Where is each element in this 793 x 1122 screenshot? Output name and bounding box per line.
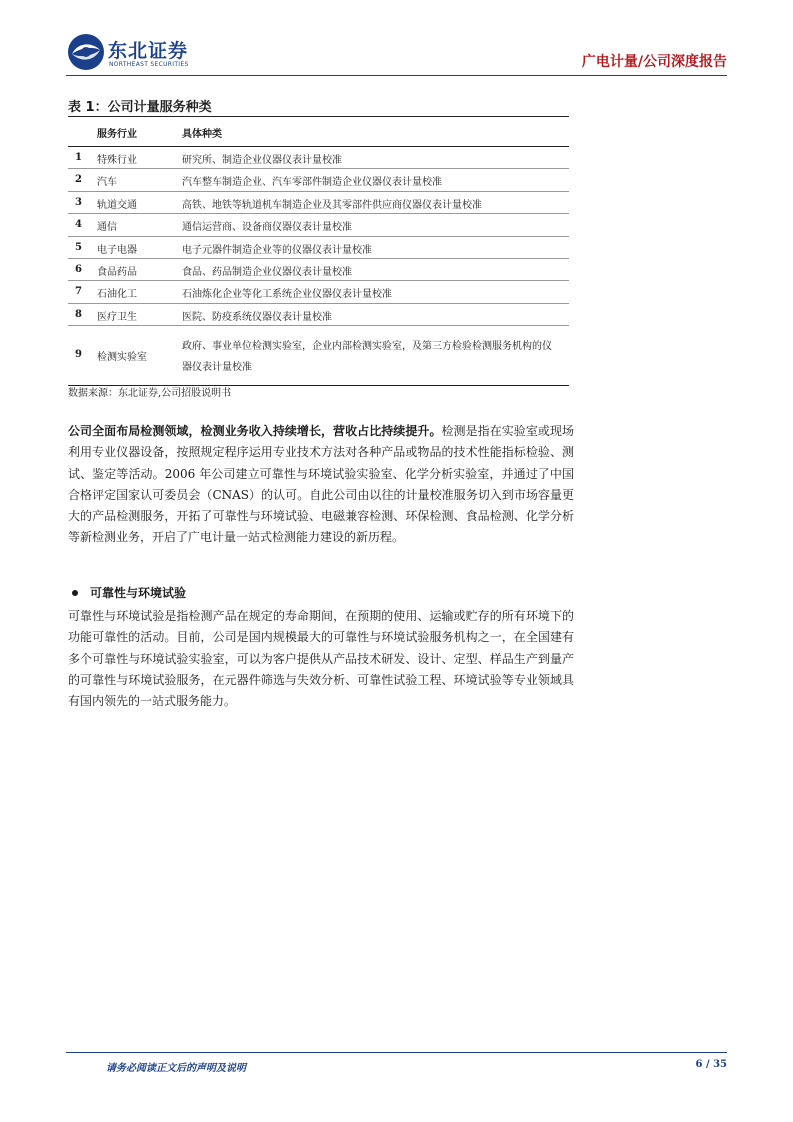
footer-disclaimer: 请务必阅读正文后的声明及说明	[106, 1063, 246, 1074]
row-category: 食品、药品制造企业仪器仪表计量校准	[182, 266, 352, 278]
bullet-icon	[72, 590, 78, 596]
row-number: 9	[75, 349, 82, 361]
row-number: 5	[75, 241, 82, 253]
row-industry: 检测实验室	[97, 352, 147, 364]
header-divider	[66, 75, 727, 76]
row-category: 通信运营商、设备商仪器仪表计量校准	[182, 222, 352, 234]
table-row	[68, 147, 569, 169]
table-row	[68, 214, 569, 236]
row-category: 医院、防疫系统仪器仪表计量校准	[182, 311, 332, 323]
table-row	[68, 259, 569, 281]
row-category: 高铁、地铁等轨道机车制造企业及其零部件供应商仪器仪表计量校准	[182, 199, 482, 211]
table-title: 表 1：公司计量服务种类	[68, 100, 212, 115]
service-table	[68, 116, 569, 386]
company-logo	[66, 30, 226, 76]
table-row	[68, 169, 569, 191]
row-number: 4	[75, 219, 82, 231]
row-number: 8	[75, 308, 82, 320]
table-row	[68, 237, 569, 259]
page-number: 6 / 35	[695, 1059, 727, 1070]
logo-english-name: NORTHEAST SECURITIES	[109, 61, 189, 68]
paragraph-body: 检测是指在实验室或现场利用专业仪器设备，按照规定程序运用专业技术方法对各种产品或物品的技术性能指标检验、测试、鉴定等活动。2006 年公司建立可靠性与环境试验实验室、化学分析实验室，并通过了中国合格评定国家认可委员会（CNAS）的认可。自此公司由以往的计量校准服务切入到市场容量更大的产品检测服务，开拓了可靠性与环境试验、电磁兼容检测、环保检测、食品检测、化学分析等新检测业务，开启了广电计量一站式检测能力建设的新历程。	[68, 424, 574, 545]
row-number: 1	[75, 152, 82, 163]
row-industry: 电子电器	[97, 244, 137, 256]
paragraph-lead: 公司全面布局检测领域，检测业务收入持续增长，营收占比持续提升。	[68, 424, 442, 438]
footer-divider	[66, 1052, 727, 1053]
logo-chinese-name: 东北证券	[108, 40, 189, 62]
table-source: 数据来源：东北证券,公司招股说明书	[68, 388, 232, 399]
report-tag: 广电计量/公司深度报告	[581, 54, 727, 70]
table-row	[68, 304, 569, 326]
row-industry: 食品药品	[97, 266, 137, 278]
table-row	[68, 192, 569, 214]
row-industry: 通信	[97, 222, 117, 234]
section-heading	[68, 584, 186, 601]
row-number: 3	[75, 196, 82, 208]
table-row	[68, 326, 569, 386]
table-header-row	[68, 116, 569, 147]
row-category: 汽车整车制造企业、汽车零部件制造企业仪器仪表计量校准	[182, 177, 442, 189]
logo-emblem-icon	[66, 32, 106, 72]
row-industry: 轨道交通	[97, 199, 137, 211]
row-industry: 医疗卫生	[97, 311, 137, 323]
row-industry: 石油化工	[97, 289, 137, 301]
table-row	[68, 281, 569, 303]
row-industry: 汽车	[97, 177, 117, 189]
paragraph-reliability: 可靠性与环境试验是指检测产品在规定的寿命期间，在预期的使用、运输或贮存的所有环境下的功能可靠性的活动。目前，公司是国内规模最大的可靠性与环境试验服务机构之一，在全国建有多个可靠性与环境试验实验室，可以为客户提供从产品技术研发、设计、定型、样品生产到量产的可靠性与环境试验服务，在元器件筛选与失效分析、可靠性试验工程、环境试验等专业领域具有国内领先的一站式服务能力。	[68, 609, 574, 709]
section-heading-text: 可靠性与环境试验	[90, 586, 187, 600]
row-number: 2	[75, 174, 82, 186]
row-category: 石油炼化企业等化工系统企业仪器仪表计量校准	[182, 289, 392, 301]
paragraph-testing-layout	[68, 421, 574, 549]
row-number: 7	[75, 286, 82, 298]
row-industry: 特殊行业	[97, 155, 137, 166]
row-category: 研究所、制造企业仪器仪表计量校准	[182, 155, 342, 166]
row-category: 政府、事业单位检测实验室，企业内部检测实验室，及第三方检验检测服务机构的仪器仪表计量校准	[182, 341, 552, 374]
header-industry: 服务行业	[97, 129, 137, 140]
row-category: 电子元器件制造企业等的仪器仪表计量校准	[182, 244, 372, 256]
row-number: 6	[75, 263, 82, 275]
header-category: 具体种类	[182, 129, 222, 140]
